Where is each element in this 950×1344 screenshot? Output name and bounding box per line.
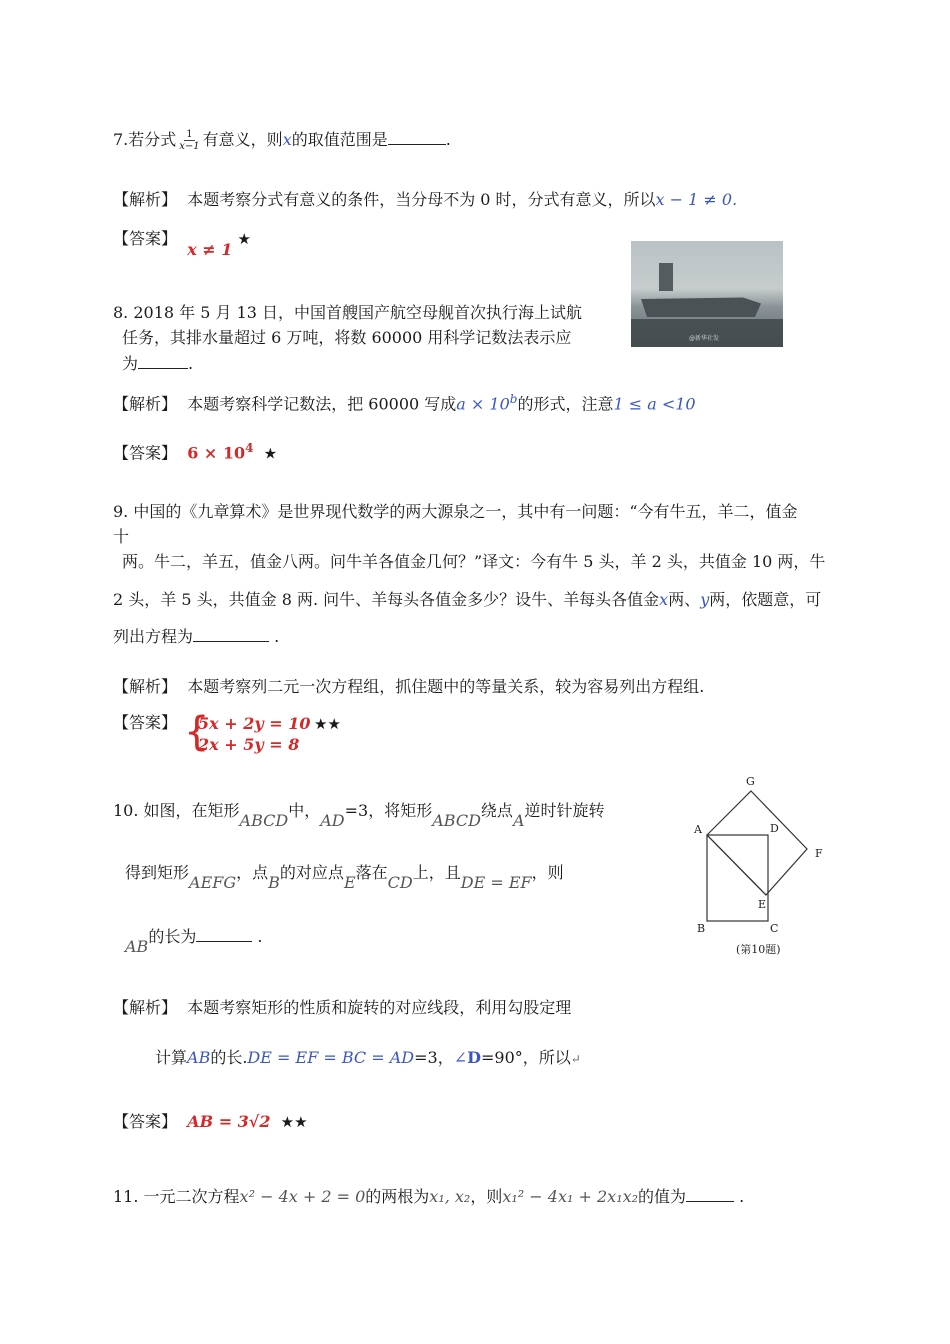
- analysis-label: 【解析】: [113, 394, 178, 414]
- answer-label: 【答案】: [113, 229, 178, 248]
- analysis-label: 【解析】: [113, 190, 178, 209]
- q10-answer: 【答案】 AB = 3√2 ★★: [113, 1112, 308, 1131]
- analysis-label: 【解析】: [113, 677, 178, 696]
- question-7: 7.若分式 $\frac{1}{x-1}$ 有意义，则x的取值范围是 .: [113, 129, 451, 152]
- q8-analysis: 【解析】 本题考察科学记数法，把 60000 写成$a \times 10^b$的形式，注意1 ≤ a <10: [113, 392, 696, 414]
- answer-label: 【答案】: [113, 713, 178, 732]
- q7-analysis: 【解析】 本题考察分式有意义的条件，当分母不为 0 时，分式有意义，所以x − 1 ≠ 0.: [113, 190, 738, 209]
- question-11: 11. 一元二次方程x² − 4x + 2 = 0的两根为x₁, x₂，则x₁² − 4x₁ + 2x₁x₂的值为 .: [113, 1187, 745, 1206]
- equation-2: 2x + 5y = 8: [198, 735, 300, 754]
- equation-brace: {: [184, 709, 210, 755]
- answer-label: 【答案】: [113, 443, 178, 463]
- question-10-line2: 得到矩形AEFG，点B的对应点E落在CD上，且DE = EF，则: [125, 863, 564, 892]
- rectangle-rotation-figure: [690, 770, 830, 960]
- label-f: F: [815, 847, 823, 860]
- question-10-line1: 10. 如图，在矩形ABCD中，AD=3，将矩形ABCD绕点A逆时针旋转: [113, 801, 605, 830]
- label-d: D: [770, 822, 779, 835]
- return-mark-icon: ↵: [570, 1052, 581, 1066]
- question-9-line1b: 十: [113, 527, 130, 546]
- label-g: G: [746, 775, 755, 788]
- question-9-line2: 两。牛二，羊五，值金八两。问牛羊各值金几何？”译文：今有牛 5 头，羊 2 头，共值金 10 两，牛: [122, 552, 826, 571]
- analysis-label: 【解析】: [113, 998, 178, 1017]
- answer-blank: [138, 352, 188, 369]
- question-10-line3: AB的长为 .: [125, 927, 263, 956]
- q10-analysis-line2: 计算AB的长.DE = EF = BC = AD=3，∠D=90°，所以↵: [155, 1048, 581, 1067]
- rectangle-aefg: [707, 791, 807, 895]
- q9-analysis: 【解析】 本题考察列二元一次方程组，抓住题中的等量关系，较为容易列出方程组.: [113, 677, 705, 696]
- q10-analysis: 【解析】 本题考察矩形的性质和旋转的对应线段，利用勾股定理: [113, 998, 572, 1017]
- aircraft-carrier-photo: [631, 241, 783, 347]
- label-e: E: [758, 898, 767, 911]
- answer-blank: [686, 1185, 734, 1202]
- figure-caption: (第10题): [736, 943, 781, 956]
- carrier-island: [659, 263, 673, 291]
- question-number: 7.: [113, 130, 129, 149]
- question-8-line2: 任务，其排水量超过 6 万吨，将数 60000 用科学记数法表示应: [122, 328, 572, 347]
- label-b: B: [697, 922, 706, 935]
- diagonal-ae: [707, 835, 766, 895]
- q9-answer-label: [113, 712, 177, 734]
- equation-1: 5x + 2y = 10: [198, 714, 311, 733]
- difficulty-star: ★: [237, 230, 251, 248]
- answer-blank: [196, 925, 252, 942]
- label-c: C: [770, 922, 779, 935]
- question-9-line1: 9. 中国的《九章算术》是世界现代数学的两大源泉之一，其中有一问题：“今有牛五，羊二，值金: [113, 502, 798, 521]
- difficulty-stars: ★★: [280, 1113, 308, 1131]
- difficulty-stars: ★★: [314, 715, 341, 733]
- difficulty-star: ★: [263, 444, 278, 463]
- label-a: A: [694, 823, 702, 836]
- question-9-line4: 列出方程为 .: [113, 627, 280, 646]
- fraction: $\frac{1}{x-1}$: [179, 129, 200, 152]
- photo-watermark: @新华社发: [689, 335, 720, 342]
- answer-label: 【答案】: [113, 1112, 178, 1131]
- q7-answer: 【答案】 x ≠ 1 ★: [113, 229, 251, 259]
- answer-blank: [388, 128, 446, 145]
- carrier-hull: [641, 287, 761, 317]
- answer-blank: [193, 625, 269, 642]
- question-8-line3: 为 .: [122, 354, 194, 373]
- question-9-line3: 2 头，羊 5 头，共值金 8 两. 问牛、羊每头各值金多少？设牛、羊每头各值金x两、y两，依题意，可: [113, 590, 822, 609]
- q8-answer: 【答案】 $6 \times 10^4$ ★: [113, 441, 278, 463]
- question-8-line1: 8. 2018 年 5 月 13 日，中国首艘国产航空母舰首次执行海上试航: [113, 303, 583, 322]
